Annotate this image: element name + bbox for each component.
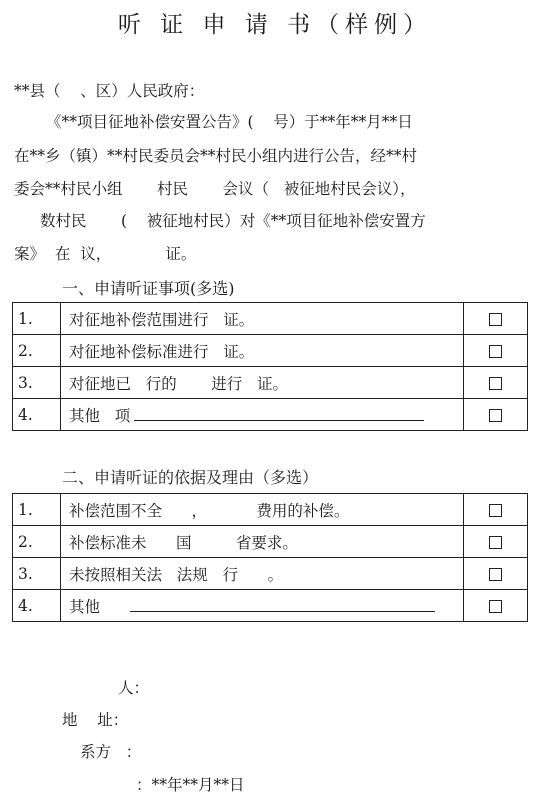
intro-line-6: 案》 在 议， 证。 [14, 245, 197, 263]
option-checkbox[interactable] [464, 590, 528, 622]
option-checkbox[interactable] [464, 335, 528, 367]
option-checkbox[interactable] [464, 558, 528, 590]
section-2-table [12, 493, 528, 622]
checkbox-icon [489, 600, 502, 613]
row-number: 4. [13, 399, 61, 431]
option-checkbox[interactable] [464, 399, 528, 431]
option-checkbox[interactable] [464, 526, 528, 558]
table-row [13, 558, 528, 590]
option-text: 对征地已 行的 进行 证。 [61, 367, 464, 399]
checkbox-icon [489, 568, 502, 581]
date-field: ：**年**月**日 [136, 776, 245, 794]
checkbox-icon [489, 536, 502, 549]
table-row [13, 399, 528, 431]
checkbox-icon [489, 409, 502, 422]
table-row [13, 590, 528, 622]
document-title: 听 证 申 请 书（样例） [117, 12, 433, 38]
option-other-cell [61, 590, 464, 622]
option-checkbox[interactable] [464, 303, 528, 335]
table-row [13, 367, 528, 399]
table-row [13, 494, 528, 526]
option-text: 对征地补偿范围进行 证。 [61, 303, 464, 335]
option-other-cell [61, 399, 464, 431]
applicant-field: 人： [118, 679, 150, 697]
section-1-table [12, 302, 528, 431]
row-number: 2. [13, 526, 61, 558]
row-number: 3. [13, 367, 61, 399]
row-number: 1. [13, 494, 61, 526]
addressee-line: **县（ 、区）人民政府： [14, 82, 205, 100]
table-row [13, 335, 528, 367]
option-text: 其他 [69, 597, 101, 616]
row-number: 3. [13, 558, 61, 590]
option-text: 补偿标准未 国 省要求。 [61, 526, 464, 558]
checkbox-icon [489, 313, 502, 326]
checkbox-icon [489, 345, 502, 358]
table-row [13, 303, 528, 335]
option-text: 未按照相关法 法规 行 。 [61, 558, 464, 590]
option-text: 对征地补偿标准进行 证。 [61, 335, 464, 367]
checkbox-icon [489, 504, 502, 517]
other-reason-blank[interactable] [130, 597, 435, 612]
section-2-title: 二、申请听证的依据及理由（多选） [62, 468, 319, 487]
row-number: 1. [13, 303, 61, 335]
intro-line-4: 委会**村民小组 村民 会议（ 被征地村民会议）， [14, 180, 416, 198]
intro-line-3: 在**乡（镇）**村民委员会**村民小组内进行公告，经**村 [14, 147, 418, 165]
row-number: 4. [13, 590, 61, 622]
checkbox-icon [489, 377, 502, 390]
table-row [13, 526, 528, 558]
intro-line-2: 《**项目征地补偿安置公告》( 号）于**年**月**日 [46, 113, 413, 131]
other-item-blank[interactable] [134, 406, 424, 421]
row-number: 2. [13, 335, 61, 367]
section-1-title: 一、申请听证事项(多选) [62, 279, 235, 298]
option-text: 补偿范围不全 ， 费用的补偿。 [61, 494, 464, 526]
address-field: 地 址： [62, 711, 129, 729]
contact-field: 系方 ： [80, 743, 142, 761]
option-checkbox[interactable] [464, 494, 528, 526]
intro-line-5: 数村民 ( 被征地村民）对《**项目征地补偿安置方 [40, 212, 426, 230]
option-checkbox[interactable] [464, 367, 528, 399]
option-text: 其他 项 [69, 406, 131, 425]
